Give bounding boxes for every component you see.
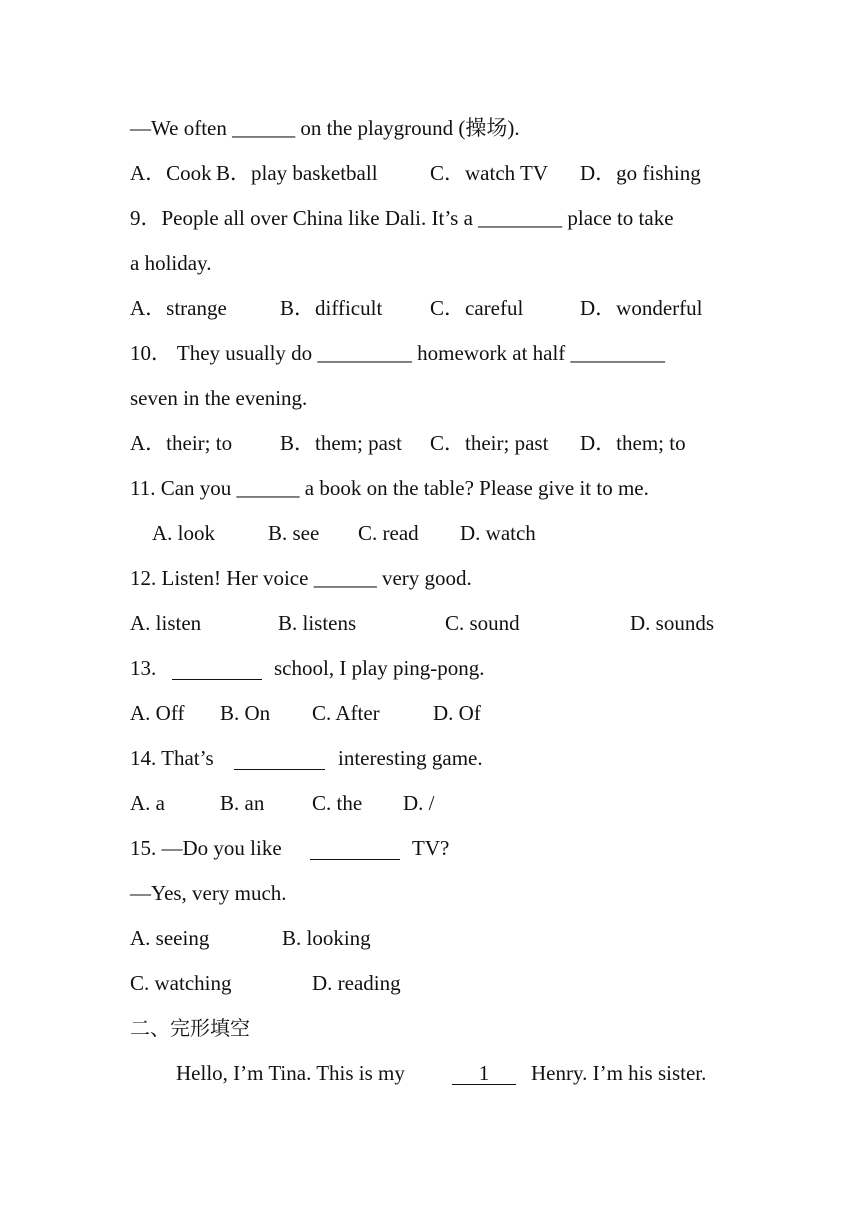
option-c: C. sound [445,611,520,635]
question-text: 11. Can you ______ a book on the table? Please give it to me. [130,476,649,500]
question-text: a holiday. [130,251,212,275]
question-text: 10． They usually do _________ homework at half _________ [130,341,666,365]
question-text: —Yes, very much. [130,881,287,905]
option-b: B. an [220,791,265,815]
option-d: D．wonderful [580,296,703,320]
option-b: B. looking [282,926,371,950]
option-d: D. / [403,791,435,815]
question-text: 15. —Do you like [130,836,282,860]
answer-blank [172,655,262,680]
option-a: A. Off [130,701,185,725]
question-text: 9．People all over China like Dali. It’s a ________ place to take [130,206,674,230]
option-a: A. a [130,791,165,815]
option-b: B. see [268,521,320,545]
option-b: B．difficult [280,296,383,320]
option-d: D．go fishing [580,161,701,185]
option-d: D. sounds [630,611,715,635]
question-text: 12. Listen! Her voice ______ very good. [130,566,472,590]
option-c: C．watch TV [430,161,549,185]
option-a: A. look [152,521,215,545]
option-d: D. watch [460,521,536,545]
option-b: B．them; past [280,431,402,455]
option-c: C．careful [430,296,524,320]
section-title: 二、完形填空 [130,1016,250,1040]
option-b: B. On [220,701,271,725]
option-c: C. the [312,791,363,815]
question-text: 14. That’s [130,746,214,770]
option-d: D. Of [433,701,481,725]
passage-text: Hello, I’m Tina. This is my [176,1061,405,1085]
option-d: D．them; to [580,431,686,455]
option-a: A．their; to [130,431,233,455]
option-a: A．Cook [130,161,212,185]
question-text: seven in the evening. [130,386,308,410]
cloze-blank-1: 1 [452,1060,516,1085]
option-a: A．strange [130,296,227,320]
answer-blank [234,745,325,770]
question-text: TV? [412,836,450,860]
question-text: —We often ______ on the playground (操场). [130,116,520,140]
option-d: D. reading [312,971,401,995]
question-text: school, I play ping-pong. [274,656,485,680]
option-c: C. watching [130,971,232,995]
question-text: interesting game. [338,746,483,770]
option-c: C. read [358,521,419,545]
option-a: A. seeing [130,926,210,950]
answer-blank [310,835,400,860]
question-number: 13. [130,656,157,680]
option-b: B. listens [278,611,357,635]
option-b: B．play basketball [216,161,378,185]
passage-text: Henry. I’m his sister. [531,1061,707,1085]
option-a: A. listen [130,611,202,635]
option-c: C. After [312,701,380,725]
option-c: C．their; past [430,431,549,455]
